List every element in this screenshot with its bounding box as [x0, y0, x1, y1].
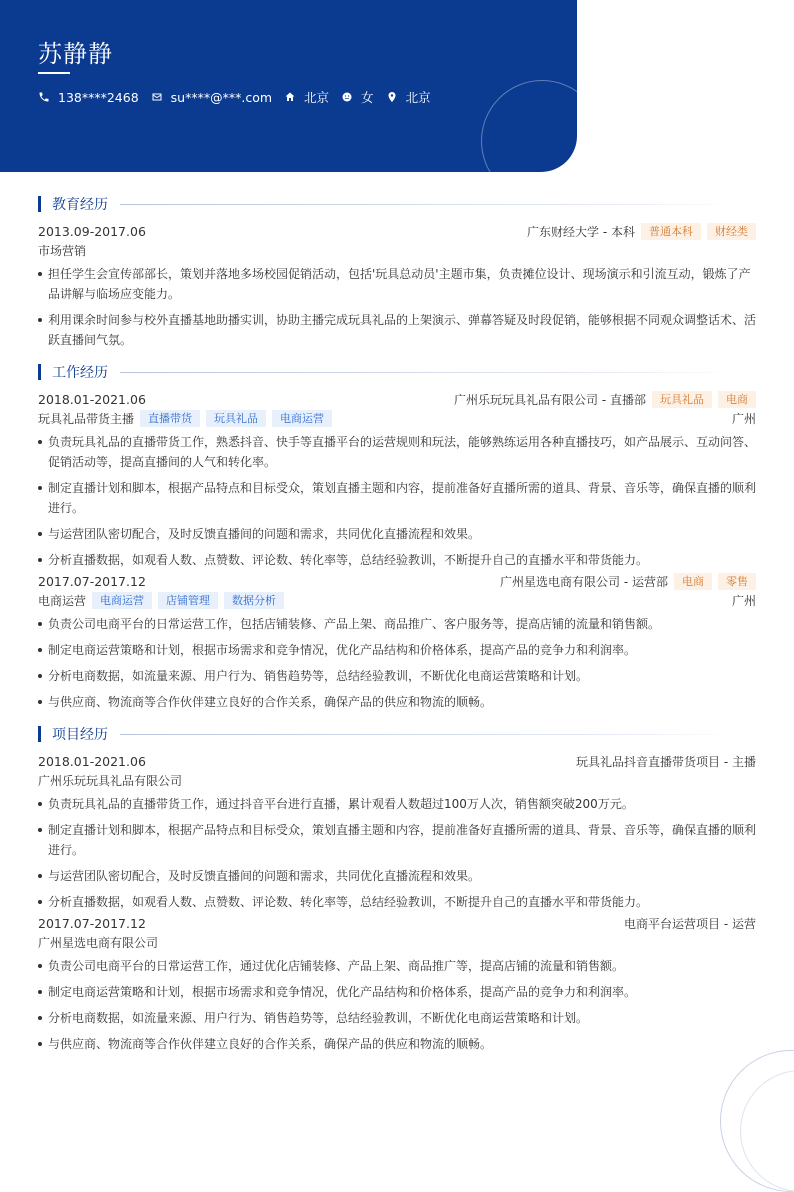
- entry-sub-row: [38, 771, 756, 790]
- work-entry: [38, 390, 756, 570]
- contact-gender: [341, 88, 374, 106]
- entry-header-row: [38, 572, 756, 591]
- phone-text: 138****2468: [58, 89, 139, 105]
- skill-tag: 数据分析: [224, 592, 284, 609]
- entry-sub-row: [38, 241, 756, 260]
- tag: 电商: [718, 391, 756, 408]
- list-item: 分析直播数据，如观看人数、点赞数、评论数、转化率等，总结经验教训，不断提升自己的直播水平和带货能力。: [38, 550, 756, 570]
- contact-hometown: [284, 88, 329, 106]
- list-item: 分析直播数据，如观看人数、点赞数、评论数、转化率等，总结经验教训，不断提升自己的直播水平和带货能力。: [38, 892, 756, 912]
- resume-body: [38, 192, 756, 1060]
- section-divider: [120, 734, 738, 735]
- gender-icon: [341, 91, 353, 103]
- project-entry: [38, 914, 756, 1054]
- list-item: 担任学生会宣传部部长，策划并落地多场校园促销活动，包括'玩具总动员'主题市集，负责摊位设计、现场演示和引流互动，锻炼了产品讲解与临场应变能力。: [38, 264, 756, 304]
- project-entry: [38, 752, 756, 912]
- section-title: 项目经历: [52, 727, 108, 743]
- list-item: 与运营团队密切配合，及时反馈直播间的问题和需求，共同优化直播流程和效果。: [38, 866, 756, 886]
- location-icon: [386, 91, 398, 103]
- header-banner: [0, 0, 577, 172]
- tag: 零售: [718, 573, 756, 590]
- gender-text: 女: [361, 90, 374, 105]
- list-item: 与供应商、物流商等合作伙伴建立良好的合作关系，确保产品的供应和物流的顺畅。: [38, 692, 756, 712]
- project-name: 电商平台运营项目 - 运营: [624, 917, 756, 931]
- bullet-list: [38, 956, 756, 1054]
- entry-header-row: [38, 222, 756, 241]
- job-title: 玩具礼品带货主播: [38, 412, 135, 426]
- list-item: 分析电商数据，如流量来源、用户行为、销售趋势等，总结经验教训，不断优化电商运营策略和计划。: [38, 1008, 756, 1028]
- section-marker: [38, 726, 41, 742]
- list-item: 制定电商运营策略和计划，根据市场需求和竞争情况，优化产品结构和价格体系，提高产品的竞争力和利润率。: [38, 640, 756, 660]
- work-entry: [38, 572, 756, 712]
- city: 广州: [731, 594, 756, 608]
- bullet-list: [38, 432, 756, 570]
- school-name: 广东财经大学 - 本科: [527, 225, 635, 239]
- company-name: 广州星选电商有限公司 - 运营部: [500, 575, 668, 589]
- entry-header-row: [38, 752, 756, 771]
- entry-header-row: [38, 914, 756, 933]
- list-item: 制定直播计划和脚本，根据产品特点和目标受众，策划直播主题和内容，提前准备好直播所需的道具、背景、音乐等，确保直播的顺利进行。: [38, 820, 756, 860]
- contact-phone: [38, 90, 139, 105]
- contact-email: [151, 90, 272, 105]
- section-divider: [120, 372, 738, 373]
- section-header: [38, 360, 756, 384]
- entry-header-row: [38, 390, 756, 409]
- entry-date: 2017.07-2017.12: [38, 916, 146, 931]
- mail-icon: [151, 91, 163, 103]
- list-item: 与供应商、物流商等合作伙伴建立良好的合作关系，确保产品的供应和物流的顺畅。: [38, 1034, 756, 1054]
- section-marker: [38, 364, 41, 380]
- bullet-list: [38, 794, 756, 912]
- list-item: 制定电商运营策略和计划，根据市场需求和竞争情况，优化产品结构和价格体系，提高产品的竞争力和利润率。: [38, 982, 756, 1002]
- entry-sub-row: [38, 591, 756, 610]
- entry-date: 2018.01-2021.06: [38, 392, 146, 407]
- section-header: [38, 722, 756, 746]
- tag: 玩具礼品: [652, 391, 712, 408]
- entry-date: 2018.01-2021.06: [38, 754, 146, 769]
- contact-bar: [38, 88, 443, 106]
- list-item: 分析电商数据，如流量来源、用户行为、销售趋势等，总结经验教训，不断优化电商运营策略和计划。: [38, 666, 756, 686]
- hometown-text: 北京: [304, 90, 330, 105]
- list-item: 利用课余时间参与校外直播基地助播实训，协助主播完成玩具礼品的上架演示、弹幕答疑及时段促销，能够根据不同观众调整话术、活跃直播间气氛。: [38, 310, 756, 350]
- company-name: 广州乐玩玩具礼品有限公司 - 直播部: [454, 393, 646, 407]
- section-divider: [120, 204, 738, 205]
- entry-sub-row: [38, 409, 756, 428]
- project-name: 玩具礼品抖音直播带货项目 - 主播: [576, 755, 756, 769]
- section-marker: [38, 196, 41, 212]
- skill-tag: 直播带货: [140, 410, 200, 427]
- project-section: [38, 722, 756, 1054]
- list-item: 制定直播计划和脚本，根据产品特点和目标受众，策划直播主题和内容，提前准备好直播所需的道具、背景、音乐等，确保直播的顺利进行。: [38, 478, 756, 518]
- list-item: 负责玩具礼品的直播带货工作，熟悉抖音、快手等直播平台的运营规则和玩法，能够熟练运用各种直播技巧，如产品展示、互动问答、促销活动等，提高直播间的人气和转化率。: [38, 432, 756, 472]
- section-header: [38, 192, 756, 216]
- bullet-list: [38, 264, 756, 350]
- list-item: 负责公司电商平台的日常运营工作，包括店铺装修、产品上架、商品推广、客户服务等，提高店铺的流量和销售额。: [38, 614, 756, 634]
- tag: 财经类: [707, 223, 756, 240]
- job-title: 电商运营: [38, 594, 87, 608]
- section-title: 工作经历: [52, 365, 108, 381]
- list-item: 负责玩具礼品的直播带货工作，通过抖音平台进行直播，累计观看人数超过100万人次，销售额突破200万元。: [38, 794, 756, 814]
- header-decor-circle: [481, 80, 577, 172]
- entry-date: 2013.09-2017.06: [38, 224, 146, 239]
- contact-location: [386, 88, 431, 106]
- entry-date: 2017.07-2017.12: [38, 574, 146, 589]
- skill-tag: 电商运营: [272, 410, 332, 427]
- email-text: su****@***.com: [170, 89, 273, 105]
- skill-tag: 电商运营: [92, 592, 152, 609]
- city: 广州: [731, 412, 756, 426]
- skill-tag: 店铺管理: [158, 592, 218, 609]
- bullet-list: [38, 614, 756, 712]
- tag: 电商: [674, 573, 712, 590]
- project-company: 广州乐玩玩具礼品有限公司: [38, 774, 183, 788]
- project-company: 广州星选电商有限公司: [38, 936, 159, 950]
- skill-tag: 玩具礼品: [206, 410, 266, 427]
- candidate-name: 苏静静: [38, 40, 113, 68]
- education-entry: [38, 222, 756, 350]
- tag: 普通本科: [641, 223, 701, 240]
- list-item: 与运营团队密切配合，及时反馈直播间的问题和需求，共同优化直播流程和效果。: [38, 524, 756, 544]
- list-item: 负责公司电商平台的日常运营工作，通过优化店铺装修、产品上架、商品推广等，提高店铺的流量和销售额。: [38, 956, 756, 976]
- entry-sub-row: [38, 933, 756, 952]
- location-text: 北京: [405, 90, 431, 105]
- education-section: [38, 192, 756, 350]
- section-title: 教育经历: [52, 197, 108, 213]
- home-icon: [284, 91, 296, 103]
- major: 市场营销: [38, 244, 87, 258]
- work-section: [38, 360, 756, 712]
- phone-icon: [38, 91, 50, 103]
- name-underline: [38, 72, 70, 74]
